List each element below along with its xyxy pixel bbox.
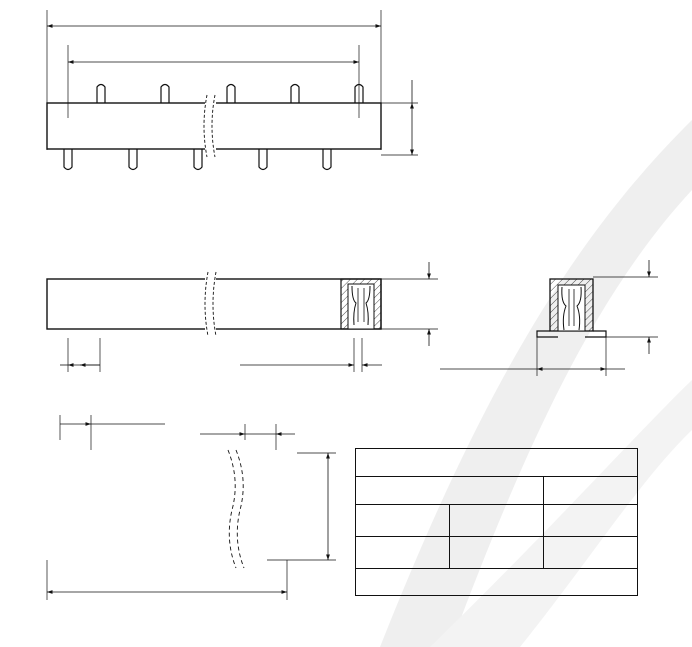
row-name xyxy=(356,505,450,537)
customer-requirement xyxy=(356,569,638,596)
top-view xyxy=(47,10,418,170)
table-row xyxy=(356,505,638,537)
row-pw xyxy=(544,537,638,569)
table-title xyxy=(356,449,638,477)
table-row xyxy=(356,537,638,569)
side-view xyxy=(47,262,438,372)
row-pw xyxy=(544,505,638,537)
header-pw xyxy=(544,477,638,505)
table-header-row xyxy=(356,477,638,505)
pcb-layout xyxy=(47,415,336,600)
header-project xyxy=(356,477,544,505)
table-title-row xyxy=(356,449,638,477)
row-code xyxy=(450,505,544,537)
row-code xyxy=(450,537,544,569)
dimension-table xyxy=(355,448,638,596)
table-customer-row xyxy=(356,569,638,596)
row-name xyxy=(356,537,450,569)
